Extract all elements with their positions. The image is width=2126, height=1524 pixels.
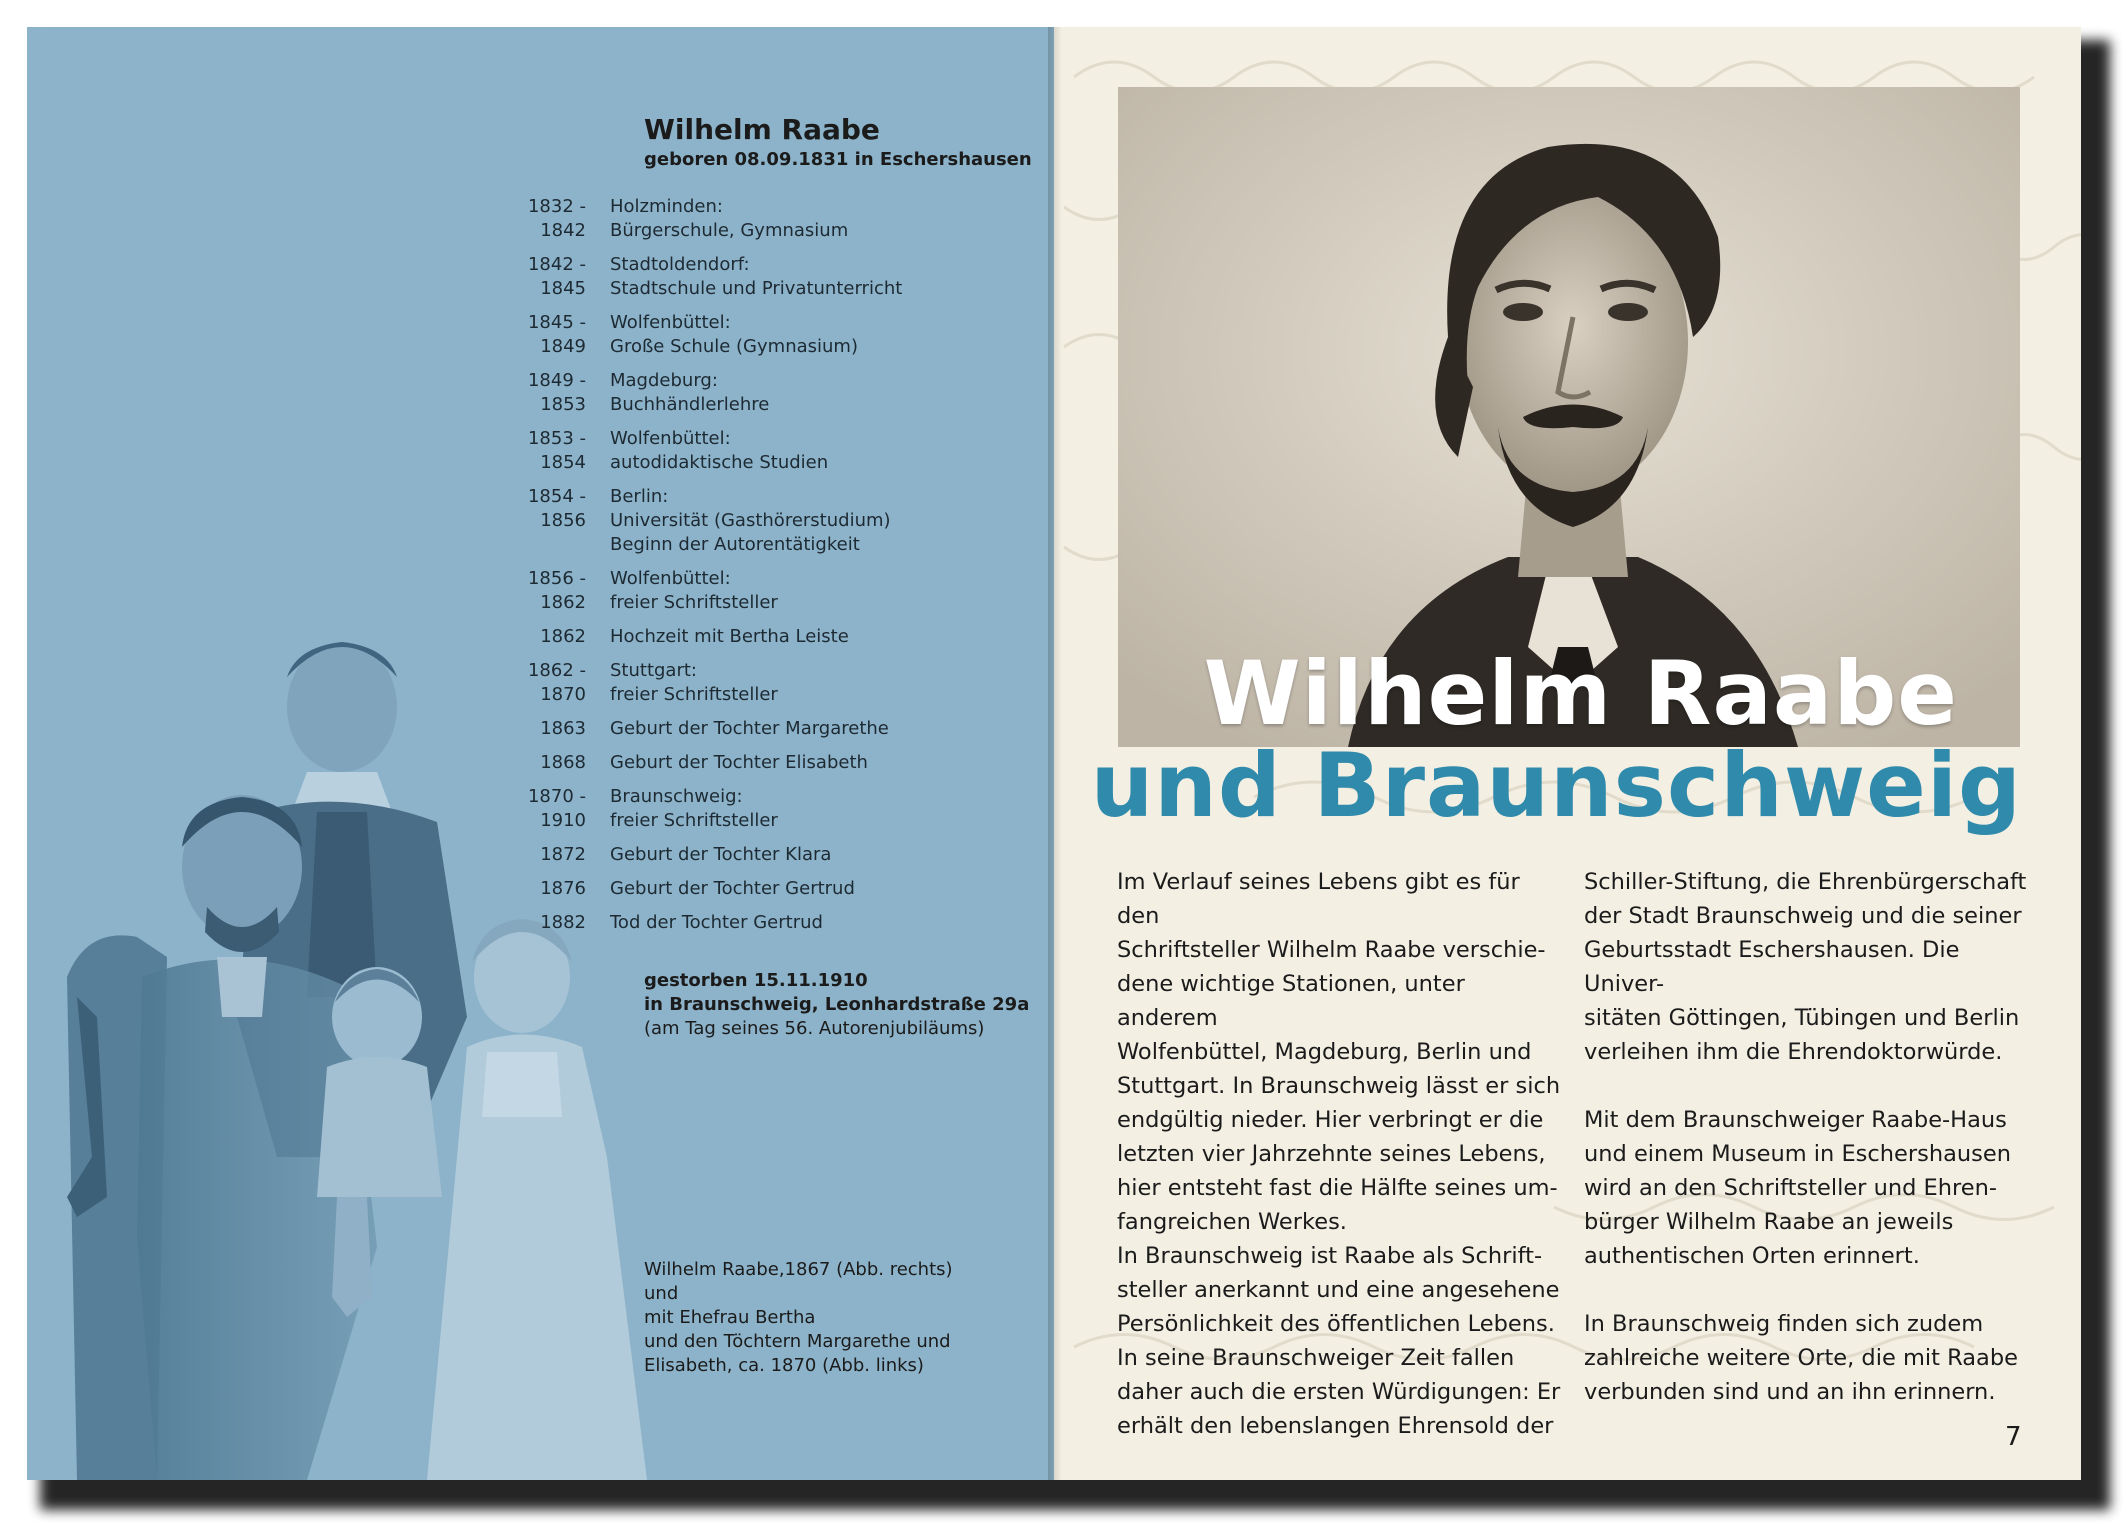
timeline-year: 1876 <box>540 878 586 899</box>
bio-born: geboren 08.09.1831 in Eschershausen <box>644 149 1032 170</box>
timeline-text: Geburt der Tochter Gertrud <box>610 878 855 899</box>
timeline-row <box>497 843 1054 867</box>
left-page <box>27 27 1054 1480</box>
timeline-year: 1863 <box>540 718 586 739</box>
timeline-text: Geburt der Tochter Klara <box>610 844 832 865</box>
timeline-row <box>497 485 1054 557</box>
timeline-text: Stuttgart: freier Schriftsteller <box>610 660 778 705</box>
timeline-year: 1856 - 1862 <box>527 568 586 613</box>
timeline-row <box>497 369 1054 417</box>
timeline-text: Tod der Tochter Gertrud <box>610 912 823 933</box>
book-gutter <box>1048 27 1062 1480</box>
timeline-text: Wolfenbüttel: autodidaktische Studien <box>610 428 829 473</box>
body-column-1: Im Verlauf seines Lebens gibt es für den Schriftsteller Wilhelm Raabe verschie- dene wichtige Stationen, unter anderem Wolfenbüttel, Magdeburg, Berlin und Stuttgart. In Braunschweig lässt er sich endgültig nieder. Hier verbringt er die letzten vier Jahrzehnte seines Lebens, hier entsteht fast die Hälfte seines um- fangreichen Werkes. In Braunschweig ist Raabe als Schrift- steller anerkannt und eine angesehene Persönlichkeit des öffentlichen Lebens. In seine Braunschweiger Zeit fallen daher auch die ersten Würdigungen: Er erhält den lebenslangen Ehrensold der <box>1117 869 1561 1439</box>
death-info <box>644 969 1029 1041</box>
timeline-row <box>497 427 1054 475</box>
timeline-text: Geburt der Tochter Margarethe <box>610 718 889 739</box>
timeline-row <box>497 785 1054 833</box>
timeline-text: Holzminden: Bürgerschule, Gymnasium <box>610 196 849 241</box>
photo-caption: Wilhelm Raabe,1867 (Abb. rechts) und mit Ehefrau Bertha und den Töchtern Margarethe und Elisabeth, ca. 1870 (Abb. links) <box>644 1259 953 1376</box>
title-line-1: Wilhelm Raabe <box>1203 642 1958 745</box>
timeline-year: 1842 - 1845 <box>527 254 586 299</box>
death-note: (am Tag seines 56. Autorenjubiläums) <box>644 1018 985 1039</box>
death-place: in Braunschweig, Leonhardstraße 29a <box>644 994 1030 1015</box>
death-date: gestorben 15.11.1910 <box>644 970 868 991</box>
timeline-year: 1845 - 1849 <box>527 312 586 357</box>
timeline-text: Stadtoldendorf: Stadtschule und Privatunterricht <box>610 254 903 299</box>
timeline-text: Magdeburg: Buchhändlerlehre <box>610 370 770 415</box>
timeline-year: 1854 - 1856 <box>527 486 586 531</box>
timeline-row <box>497 911 1054 935</box>
timeline-year: 1882 <box>540 912 586 933</box>
timeline-text: Wolfenbüttel: freier Schriftsteller <box>610 568 778 613</box>
body-column-2: Schiller-Stiftung, die Ehrenbürgerschaft der Stadt Braunschweig und die seiner Geburtsstadt Eschershausen. Die Univer- sitäten Göttingen, Tübingen und Berlin verleihen ihm die Ehrendoktorwürde. Mit dem Braunschweiger Raabe-Haus und einem Museum in Eschershausen wird an den Schriftsteller und Ehren- bürger Wilhelm Raabe an jeweils authentischen Orten erinnert. In Braunschweig finden sich zudem zahlreiche weitere Orte, die mit Raabe verbunden sind und an ihn erinnern. <box>1584 869 2027 1405</box>
timeline-year: 1862 <box>540 626 586 647</box>
timeline-year: 1862 - 1870 <box>527 660 586 705</box>
timeline-text: Berlin: Universität (Gasthörerstudium) Beginn der Autorentätigkeit <box>610 486 891 555</box>
right-page <box>1054 27 2081 1480</box>
timeline-year: 1868 <box>540 752 586 773</box>
timeline-row <box>497 311 1054 359</box>
title-line-2: und Braunschweig <box>1090 734 2022 837</box>
timeline <box>497 195 1054 935</box>
timeline-text: Geburt der Tochter Elisabeth <box>610 752 868 773</box>
page-number: 7 <box>2005 1422 2022 1452</box>
timeline-text: Braunschweig: freier Schriftsteller <box>610 786 778 831</box>
timeline-row <box>497 659 1054 707</box>
timeline-year: 1832 - 1842 <box>527 196 586 241</box>
timeline-row <box>497 625 1054 649</box>
timeline-row <box>497 751 1054 775</box>
bio-name: Wilhelm Raabe <box>644 113 880 146</box>
timeline-row <box>497 717 1054 741</box>
timeline-year: 1872 <box>540 844 586 865</box>
timeline-row <box>497 567 1054 615</box>
timeline-row <box>497 195 1054 243</box>
timeline-row <box>497 253 1054 301</box>
timeline-text: Wolfenbüttel: Große Schule (Gymnasium) <box>610 312 858 357</box>
timeline-year: 1849 - 1853 <box>527 370 586 415</box>
timeline-year: 1853 - 1854 <box>527 428 586 473</box>
timeline-row <box>497 877 1054 901</box>
timeline-year: 1870 - 1910 <box>527 786 586 831</box>
timeline-text: Hochzeit mit Bertha Leiste <box>610 626 849 647</box>
